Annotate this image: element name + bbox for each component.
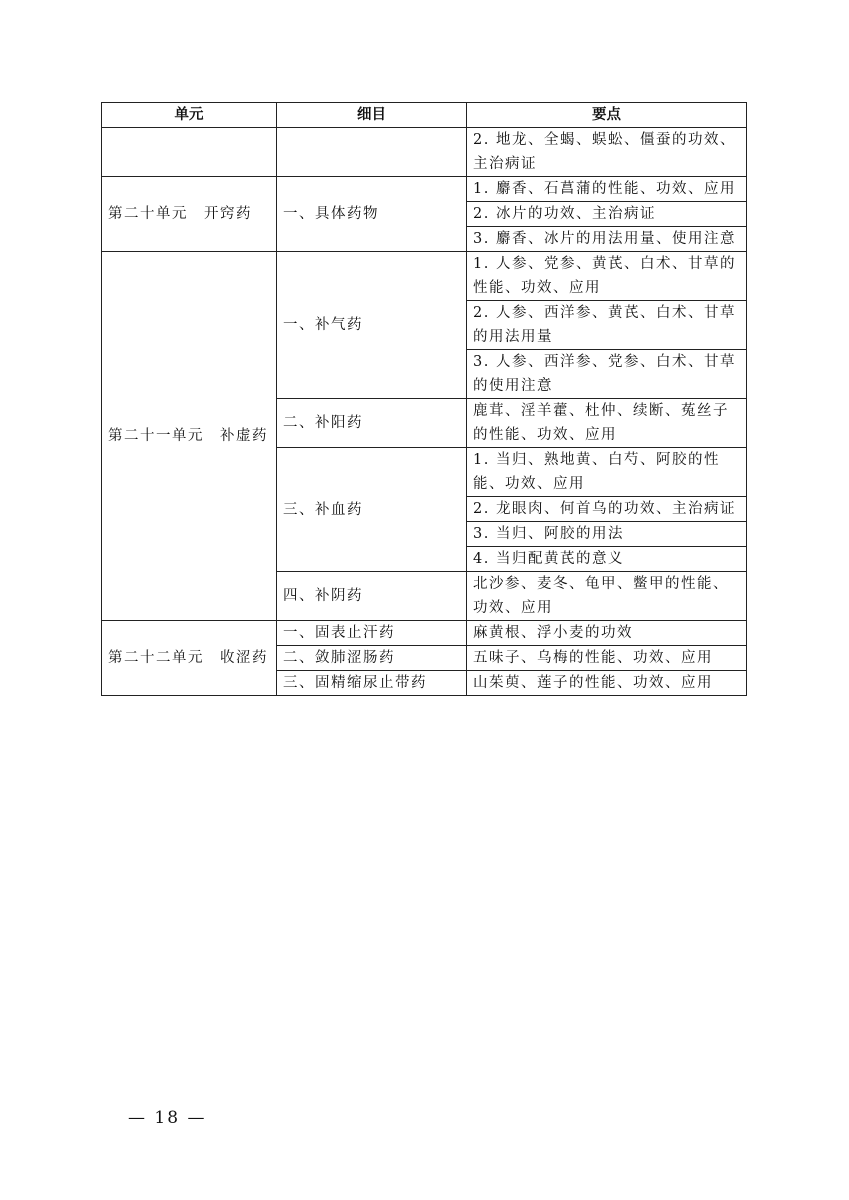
item-cell: 三、固精缩尿止带药 [277,671,467,696]
point-cell: 山茱萸、莲子的性能、功效、应用 [467,671,747,696]
point-cell: 北沙参、麦冬、龟甲、鳖甲的性能、功效、应用 [467,572,747,621]
header-unit: 单元 [102,103,277,128]
table-header-row [102,103,747,128]
point-cell: 3. 麝香、冰片的用法用量、使用注意 [467,227,747,252]
header-point: 要点 [467,103,747,128]
item-cell [277,128,467,177]
header-item: 细目 [277,103,467,128]
table-row [102,177,747,202]
item-cell: 三、补血药 [277,448,467,572]
point-cell: 2. 地龙、全蝎、蜈蚣、僵蚕的功效、主治病证 [467,128,747,177]
item-cell: 二、敛肺涩肠药 [277,646,467,671]
item-cell: 二、补阳药 [277,399,467,448]
item-cell: 四、补阴药 [277,572,467,621]
point-cell: 4. 当归配黄芪的意义 [467,547,747,572]
point-cell: 2. 冰片的功效、主治病证 [467,202,747,227]
point-cell: 1. 麝香、石菖蒲的性能、功效、应用 [467,177,747,202]
point-cell: 3. 当归、阿胶的用法 [467,522,747,547]
point-cell: 1. 人参、党参、黄芪、白术、甘草的性能、功效、应用 [467,252,747,301]
point-cell: 麻黄根、浮小麦的功效 [467,621,747,646]
syllabus-table [101,102,747,696]
unit-cell: 第二十单元 开窍药 [102,177,277,252]
unit-cell: 第二十二单元 收涩药 [102,621,277,696]
point-cell: 2. 龙眼肉、何首乌的功效、主治病证 [467,497,747,522]
unit-cell: 第二十一单元 补虚药 [102,252,277,621]
item-cell: 一、补气药 [277,252,467,399]
item-cell: 一、固表止汗药 [277,621,467,646]
item-cell: 一、具体药物 [277,177,467,252]
page-number: — 18 — [128,1108,207,1128]
point-cell: 五味子、乌梅的性能、功效、应用 [467,646,747,671]
point-cell: 1. 当归、熟地黄、白芍、阿胶的性能、功效、应用 [467,448,747,497]
table-row [102,128,747,177]
table-row [102,252,747,301]
unit-cell [102,128,277,177]
point-cell: 鹿茸、淫羊藿、杜仲、续断、菟丝子的性能、功效、应用 [467,399,747,448]
point-cell: 2. 人参、西洋参、黄芪、白术、甘草的用法用量 [467,301,747,350]
point-cell: 3. 人参、西洋参、党参、白术、甘草的使用注意 [467,350,747,399]
table-row [102,621,747,646]
